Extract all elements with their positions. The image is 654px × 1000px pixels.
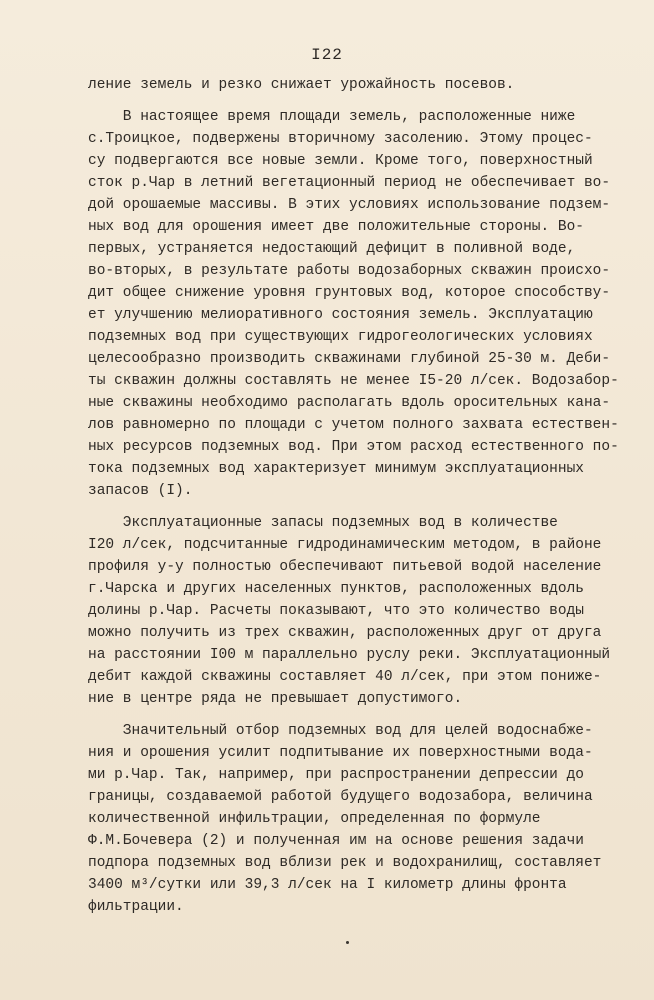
text-line: Значительный отбор подземных вод для целей водоснабже- [88,723,593,739]
text-line: Ф.М.Бочевера (2) и полученная им на основе решения задачи [88,833,584,849]
text-line: ты скважин должны составлять не менее I5-20 л/сек. Водозабор- [88,373,619,389]
text-line: можно получить из трех скважин, расположенных друг от друга [88,625,602,641]
text-line: ми р.Чар. Так, например, при распространении депрессии до [88,767,584,783]
text-line: ния и орошения усилит подпитывание их поверхностными вода- [88,745,593,761]
page-number: I22 [311,46,343,64]
text-line: во-вторых, в результате работы водозаборных скважин происхо- [88,263,611,279]
text-line: ет улучшению мелиоративного состояния земель. Эксплуатацию [88,307,593,323]
text-line: дебит каждой скважины составляет 40 л/сек, при этом пониже- [88,669,602,685]
text-line: фильтрации. [88,899,184,915]
text-line: 3400 м³/сутки или 39,3 л/сек на I километр длины фронта [88,877,567,893]
text-line: целесообразно производить скважинами глубиной 25-30 м. Деби- [88,351,611,367]
text-line: В настоящее время площади земель, расположенные ниже [88,109,576,125]
text-line: Эксплуатационные запасы подземных вод в количестве [88,515,558,531]
text-line: первых, устраняется недостающий дефицит в поливной воде, [88,241,576,257]
text-line: профиля у-у полностью обеспечивают питьевой водой население [88,559,602,575]
text-line: тока подземных вод характеризует минимум эксплуатационных [88,461,584,477]
text-line: су подвергаются все новые земли. Кроме того, поверхностный [88,153,593,169]
text-line: дой орошаемые массивы. В этих условиях использование подзем- [88,197,611,213]
text-line: лов равномерно по площади с учетом полного захвата естествен- [88,417,619,433]
body-text [88,74,619,918]
text-line: ние в центре ряда не превышает допустимого. [88,691,463,707]
ink-speck [346,941,349,944]
text-line: ные скважины необходимо располагать вдоль оросительных кана- [88,395,611,411]
paragraph-infiltration [88,720,608,918]
text-line: I20 л/сек, подсчитанные гидродинамическим методом, в районе [88,537,602,553]
text-line: на расстоянии I00 м параллельно руслу реки. Эксплуатационный [88,647,611,663]
text-line: границы, создаваемой работой будущего водозабора, величина [88,789,593,805]
text-line: ных вод для орошения имеет две положительные стороны. Во- [88,219,584,235]
text-line: подземных вод при существующих гидрогеологических условиях [88,329,593,345]
paragraph-irrigation [88,106,619,502]
text-line: запасов (I). [88,483,193,499]
text-line: дит общее снижение уровня грунтовых вод, которое способству- [88,285,611,301]
text-line: подпора подземных вод вблизи рек и водохранилищ, составляет [88,855,602,871]
text-line: ных ресурсов подземных вод. При этом расход естественного по- [88,439,619,455]
paragraph-continuation [88,74,608,96]
text-line: количественной инфильтрации, определенная по формуле [88,811,541,827]
text-line: ление земель и резко снижает урожайность посевов. [88,77,515,93]
text-line: г.Чарска и других населенных пунктов, расположенных вдоль [88,581,584,597]
paragraph-reserves [88,512,611,710]
text-line: долины р.Чар. Расчеты показывают, что это количество воды [88,603,584,619]
text-line: сток р.Чар в летний вегетационный период не обеспечивает во- [88,175,611,191]
text-line: с.Троицкое, подвержены вторичному засолению. Этому процес- [88,131,593,147]
